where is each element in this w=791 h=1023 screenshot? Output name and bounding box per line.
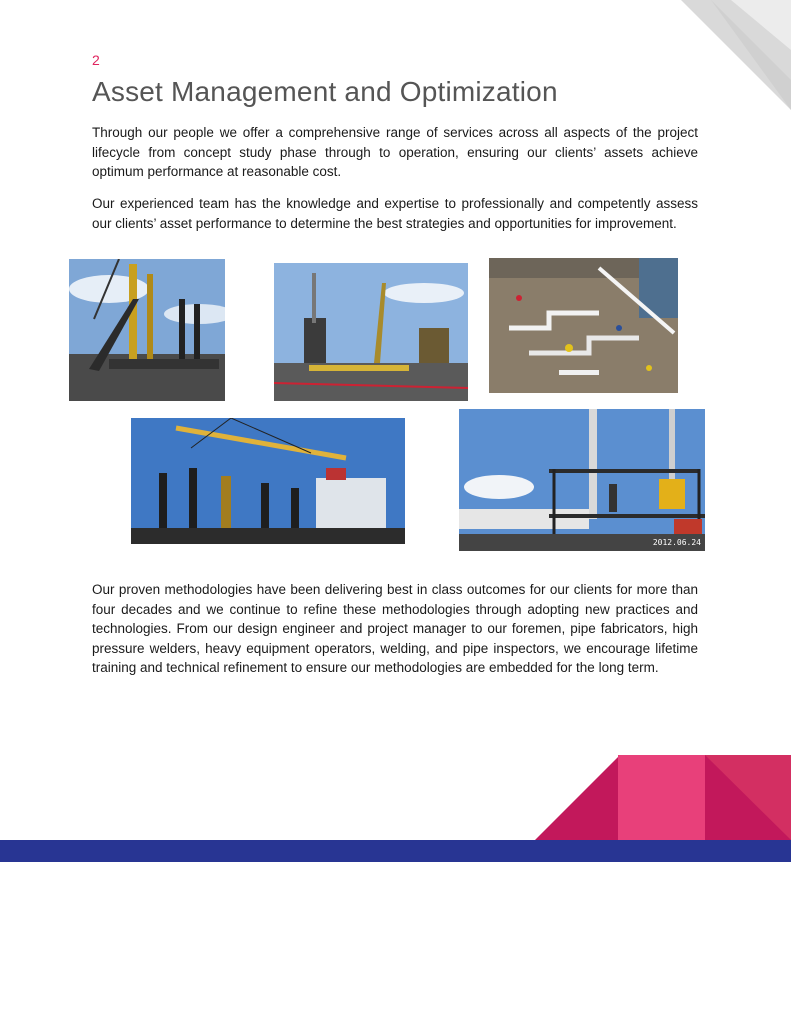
page-number: 2 [92, 52, 100, 68]
pipe-fabrication-yard-photo [489, 258, 678, 393]
intro-paragraph: Through our people we offer a comprehensive range of services across all aspects of the project lifecycle from concept study phase through to operation, ensuring our clients’ assets achieve optimum performance at reasonable cost. [92, 125, 698, 179]
methodology-paragraph: Our proven methodologies have been delivering best in class outcomes for our clients for more than four decades and we continue to refine these methodologies through adopting new practices and technologies. From our design engineer and project manager to our foremen, pipe fabricators, high pressure welders, heavy equipment operators, welding, and pipe inspectors, we encourage lifetime training and technical refinement to ensure our methodologies are embedded for the long term. [92, 582, 698, 675]
crane-deck-equipment-photo [69, 259, 225, 401]
corner-decoration [681, 0, 791, 110]
offshore-crane-platform-photo [274, 263, 468, 401]
footer-bar [0, 840, 791, 862]
page-title: Asset Management and Optimization [92, 76, 558, 107]
footer-decoration [0, 755, 791, 840]
photo-date-stamp: 2012.06.24 [652, 538, 701, 547]
lifting-spreader-beam-photo [131, 418, 405, 544]
team-paragraph: Our experienced team has the knowledge and expertise to professionally and competently assess our clients’ asset performance to determine the best strategies and opportunities for improvement. [92, 196, 698, 231]
scaffold-platform-workers-photo [459, 409, 705, 551]
